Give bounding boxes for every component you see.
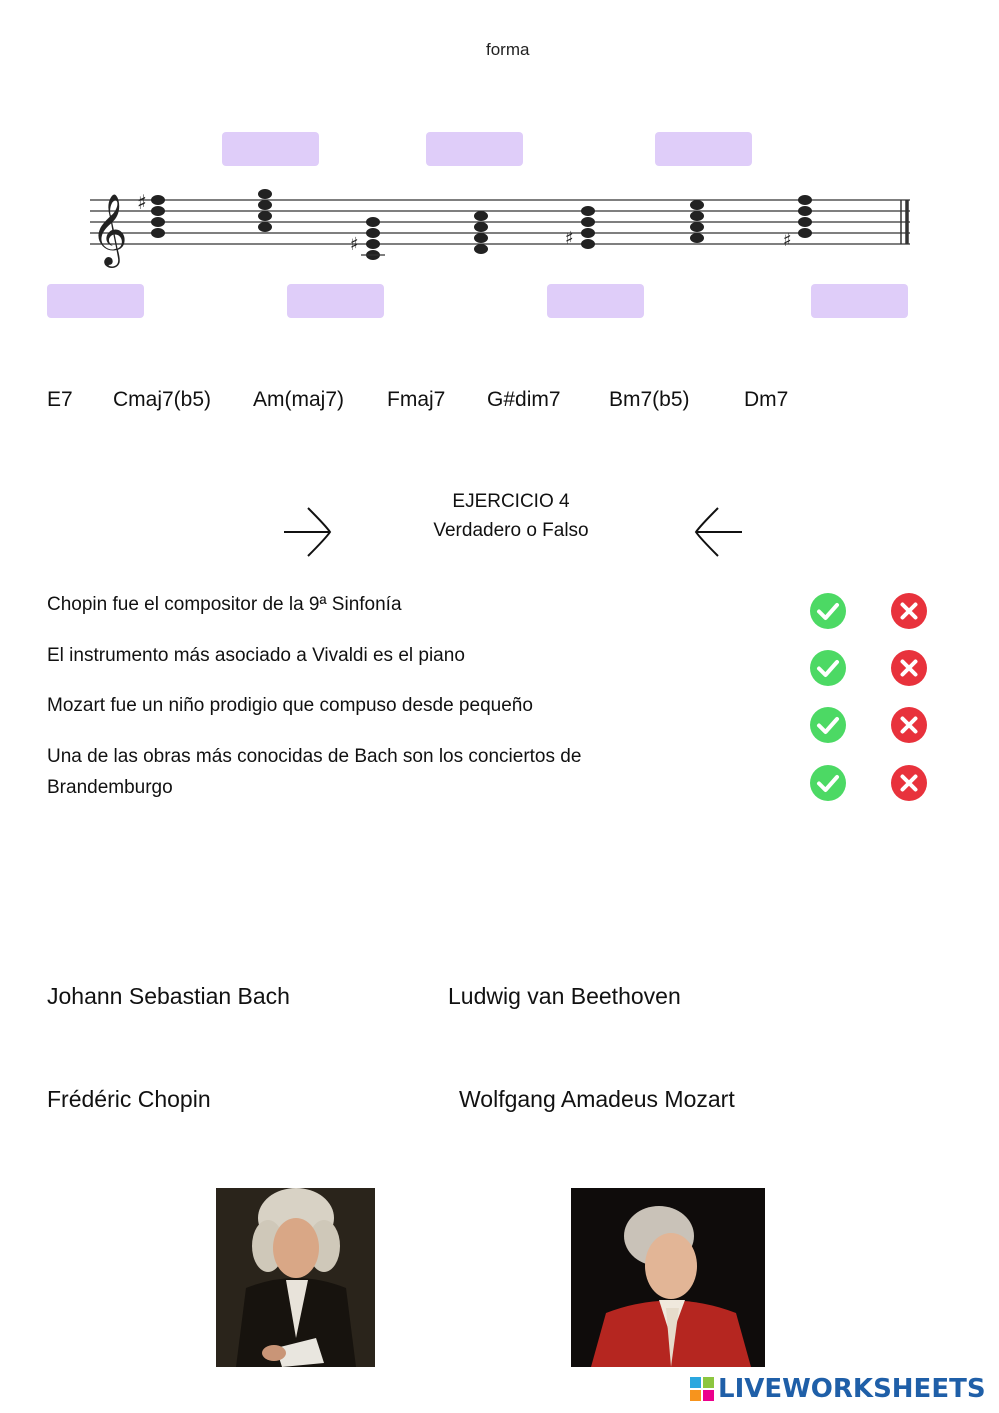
question-2: El instrumento más asociado a Vivaldi es el piano (47, 645, 465, 666)
svg-text:♯: ♯ (783, 230, 792, 251)
question-1: Chopin fue el compositor de la 9ª Sinfonía (47, 594, 402, 615)
chord-label-fmaj7[interactable]: Fmaj7 (387, 388, 446, 411)
header-fragment: forma (486, 40, 530, 59)
portrait-bach (216, 1188, 375, 1367)
chord-dropzone-3[interactable] (287, 284, 384, 318)
chord-dropzone-6[interactable] (655, 132, 752, 166)
chord-dropzone-2[interactable] (222, 132, 319, 166)
composer-name-chopin[interactable]: Frédéric Chopin (47, 1086, 211, 1112)
cross-icon (890, 706, 928, 744)
chord-label-gsharpdim7[interactable]: G#dim7 (487, 388, 561, 411)
svg-text:♯: ♯ (350, 234, 359, 255)
composer-name-mozart[interactable]: Wolfgang Amadeus Mozart (459, 1086, 735, 1112)
staff-chord-7 (783, 195, 812, 251)
chord-label-e7[interactable]: E7 (47, 388, 73, 411)
arrow-left-icon (690, 506, 744, 558)
true-button-q4[interactable] (809, 764, 847, 802)
false-button-q1[interactable] (890, 592, 928, 630)
staff-chord-5 (565, 206, 595, 249)
arrow-right-icon (282, 506, 336, 558)
cross-icon (890, 764, 928, 802)
svg-text:♯: ♯ (137, 190, 147, 214)
chord-label-cmaj7b5[interactable]: Cmaj7(b5) (113, 388, 212, 411)
exercise-subtitle: Verdadero o Falso (433, 520, 589, 541)
check-icon (809, 764, 847, 802)
true-button-q3[interactable] (809, 706, 847, 744)
chord-label-ammaj7[interactable]: Am(maj7) (253, 388, 345, 411)
chord-dropzone-1[interactable] (47, 284, 144, 318)
false-button-q4[interactable] (890, 764, 928, 802)
chord-dropzone-4[interactable] (426, 132, 523, 166)
staff-chord-3 (350, 217, 385, 260)
question-4: Una de las obras más conocidas de Bach son los conciertos de Brandemburgo (47, 746, 582, 798)
check-icon (809, 592, 847, 630)
treble-clef-icon (91, 192, 128, 268)
svg-text:♯: ♯ (565, 228, 574, 249)
false-button-q2[interactable] (890, 649, 928, 687)
true-button-q1[interactable] (809, 592, 847, 630)
composer-name-beethoven[interactable]: Ludwig van Beethoven (448, 983, 681, 1009)
cross-icon (890, 649, 928, 687)
music-staff (85, 178, 920, 273)
check-icon (809, 706, 847, 744)
chord-label-dm7[interactable]: Dm7 (744, 388, 789, 411)
false-button-q3[interactable] (890, 706, 928, 744)
chord-label-bm7b5[interactable]: Bm7(b5) (609, 388, 690, 411)
true-button-q2[interactable] (809, 649, 847, 687)
chord-dropzone-7[interactable] (811, 284, 908, 318)
staff-chord-1 (151, 195, 165, 238)
liveworksheets-icon (690, 1377, 714, 1401)
brand-name: LIVEWORKSHEETS (718, 1374, 986, 1404)
composer-name-bach[interactable]: Johann Sebastian Bach (47, 983, 290, 1009)
chord-dropzone-5[interactable] (547, 284, 644, 318)
check-icon (809, 649, 847, 687)
exercise-title: EJERCICIO 4 (452, 491, 570, 512)
liveworksheets-logo (690, 1372, 986, 1406)
question-3: Mozart fue un niño prodigio que compuso desde pequeño (47, 695, 533, 716)
portrait-mozart (571, 1188, 765, 1367)
cross-icon (890, 592, 928, 630)
svg-text:𝄞: 𝄞 (91, 192, 128, 265)
